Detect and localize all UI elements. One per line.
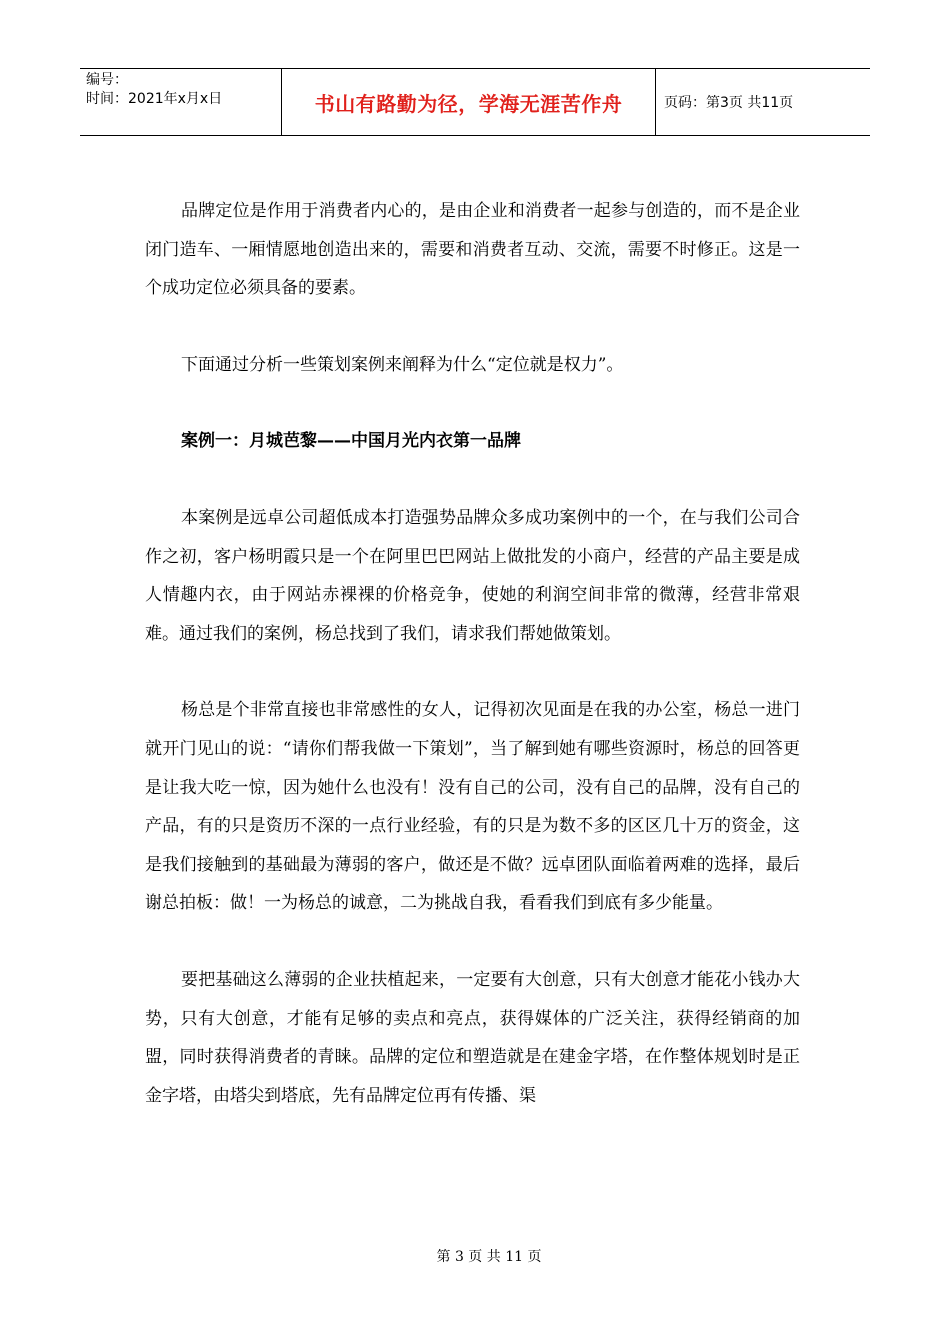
case-heading: 案例一：月城芭黎——中国月光内衣第一品牌: [181, 431, 521, 452]
document-body: [145, 192, 800, 1115]
header-motto: 书山有路勤为径，学海无涯苦作舟: [314, 91, 623, 116]
document-header: [80, 68, 870, 136]
header-page-cell: [656, 69, 870, 135]
paragraph-case-background: 本案例是远卓公司超低成本打造强势品牌众多成功案例中的一个，在与我们公司合作之初，客户杨明霞只是一个在阿里巴巴网站上做批发的小商户，经营的产品主要是成人情趣内衣，由于网站赤裸裸的价格竞争，使她的利润空间非常的微薄，经营非常艰难。通过我们的案例，杨总找到了我们，请求我们帮她做策划。: [145, 507, 800, 644]
paragraph-client-meeting: 杨总是个非常直接也非常感性的女人，记得初次见面是在我的办公室，杨总一进门就开门见山的说：“请你们帮我做一下策划”，当了解到她有哪些资源时，杨总的回答更是让我大吃一惊，因为她什么也没有！没有自己的公司，没有自己的品牌，没有自己的产品，有的只是资历不深的一点行业经验，有的只是为数不多的区区几十万的资金，这是我们接触到的基础最为薄弱的客户，做还是不做？远卓团队面临着两难的选择，最后谢总拍板：做！一为杨总的诚意，二为挑战自我，看看我们到底有多少能量。: [145, 700, 800, 914]
paragraph-intro-cases: 下面通过分析一些策划案例来阐释为什么“定位就是权力”。: [181, 354, 624, 375]
paragraph-spacer: [145, 308, 800, 346]
paragraph-big-idea: 要把基础这么薄弱的企业扶植起来，一定要有大创意，只有大创意才能花小钱办大势，只有大创意，才能有足够的卖点和亮点，获得媒体的广泛关注，获得经销商的加盟，同时获得消费者的青睐。品牌的定位和塑造就是在建金字塔，在作整体规划时是正金字塔，由塔尖到塔底，先有品牌定位再有传播、渠: [145, 969, 800, 1106]
paragraph-spacer: [145, 461, 800, 499]
document-number-label: 编号：: [86, 72, 128, 88]
paragraph-spacer: [145, 653, 800, 691]
paragraph-brand-positioning: 品牌定位是作用于消费者内心的，是由企业和消费者一起参与创造的，而不是企业闭门造车、一厢情愿地创造出来的，需要和消费者互动、交流，需要不时修正。这是一个成功定位必须具备的要素。: [145, 201, 800, 299]
footer-page-number: 第 3 页 共 11 页: [436, 1249, 542, 1265]
header-motto-cell: [282, 69, 656, 135]
document-time-label: 时间：2021年x月x日: [86, 91, 223, 107]
paragraph-spacer: [145, 384, 800, 422]
header-page-info: 页码：第3页 共11页: [664, 95, 794, 111]
page-footer: [0, 1246, 950, 1266]
header-meta-cell: [80, 69, 282, 135]
paragraph-spacer: [145, 923, 800, 961]
